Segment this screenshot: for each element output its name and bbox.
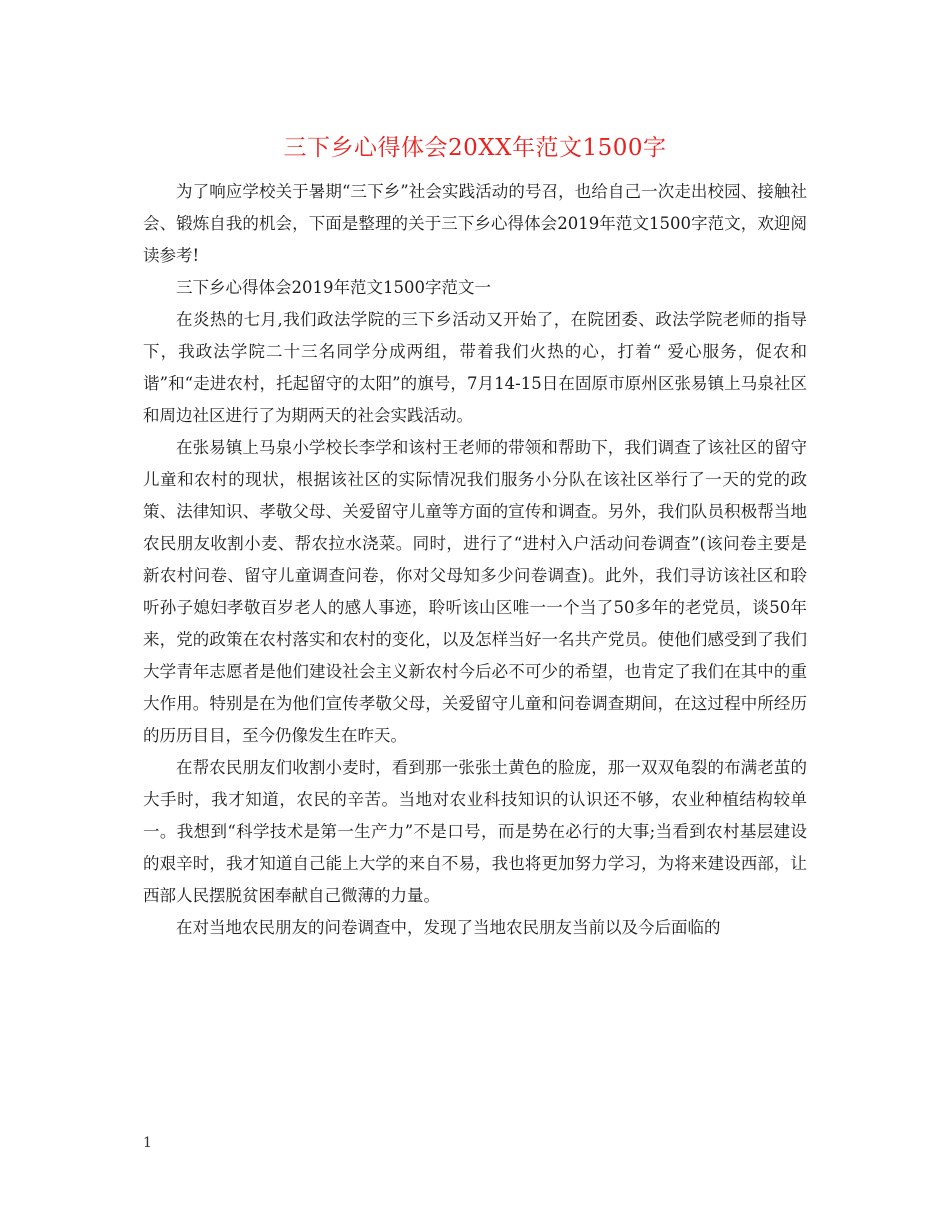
document-body <box>143 176 807 944</box>
paragraph-2: 在张易镇上马泉小学校长李学和该村王老师的带领和帮助下，我们调查了该社区的留守儿童和农村的现状，根据该社区的实际情况我们服务小分队在该社区举行了一天的党的政策、法律知识、孝敬父母、关爱留守儿童等方面的宣传和调查。另外，我们队员积极帮当地农民朋友收割小麦、帮农拉水浇菜。同时，进行了“进村入户活动问卷调查”(该问卷主要是新农村问卷、留守儿童调查问卷，你对父母知多少问卷调查)。此外，我们寻访该社区和聆听孙子媳妇孝敬百岁老人的感人事迹，聆听该山区唯一一个当了50多年的老党员，谈50年来，党的政策在农村落实和农村的变化，以及怎样当好一名共产党员。使他们感受到了我们大学青年志愿者是他们建设社会主义新农村今后必不可少的希望，也肯定了我们在其中的重大作用。特别是在为他们宣传孝敬父母，关爱留守儿童和问卷调查期间，在这过程中所经历的历历目目，至今仍像发生在昨天。 <box>143 438 807 745</box>
page-number: 1 <box>143 1135 152 1151</box>
paragraph-subheading: 三下乡心得体会2019年范文1500字范文一 <box>176 278 491 297</box>
paragraph-1: 在炎热的七月,我们政法学院的三下乡活动又开始了，在院团委、政法学院老师的指导下，我政法学院二十三名同学分成两组，带着我们火热的心，打着“ 爱心服务，促农和谐”和“走进农村，托起留守的太阳”的旗号，7月14-15日在固原市原州区张易镇上马泉社区和周边社区进行了为期两天的社会实践活动。 <box>143 310 807 425</box>
paragraph-3: 在帮农民朋友们收割小麦时，看到那一张张土黄色的脸庞，那一双双龟裂的布满老茧的大手时，我才知道，农民的辛苦。当地对农业科技知识的认识还不够，农业种植结构较单一。我想到“科学技术是第一生产力”不是口号，而是势在必行的大事;当看到农村基层建设的艰辛时，我才知道自己能上大学的来自不易，我也将更加努力学习，为将来建设西部，让西部人民摆脱贫困奉献自己微薄的力量。 <box>143 758 807 905</box>
paragraph-4: 在对当地农民朋友的问卷调查中，发现了当地农民朋友当前以及今后面临的 <box>176 918 721 937</box>
document-title: 三下乡心得体会20XX年范文1500字 <box>283 135 667 161</box>
paragraph-intro: 为了响应学校关于暑期“三下乡”社会实践活动的号召，也给自己一次走出校园、接触社会、锻炼自我的机会，下面是整理的关于三下乡心得体会2019年范文1500字范文，欢迎阅读参考! <box>143 182 807 265</box>
